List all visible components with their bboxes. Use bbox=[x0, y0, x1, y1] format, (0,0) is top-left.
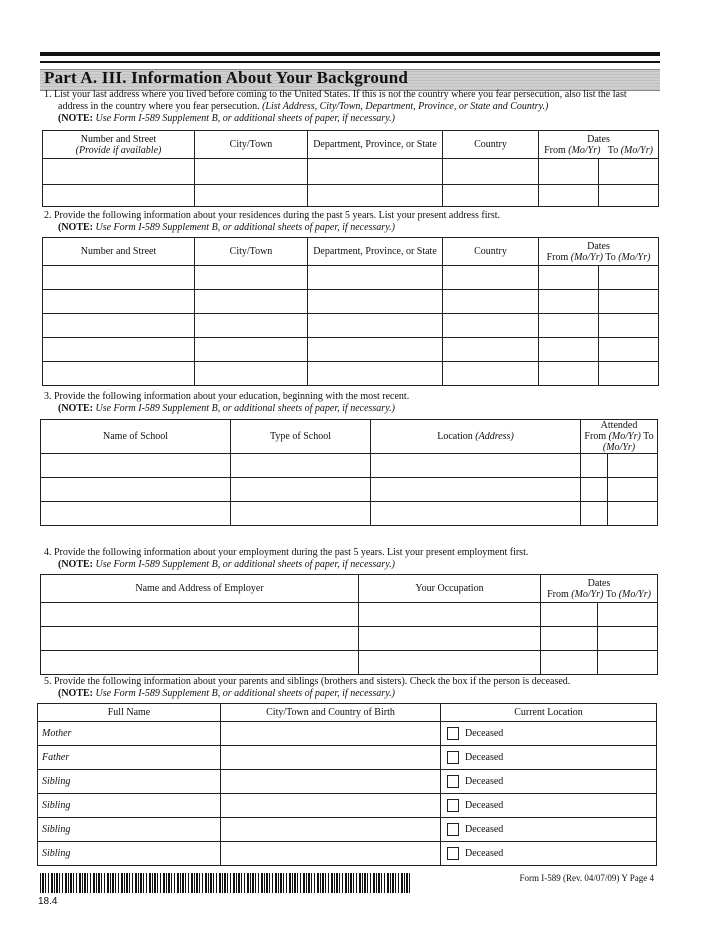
q5-row-label: Sibling bbox=[38, 770, 221, 794]
q3-cell[interactable] bbox=[41, 478, 231, 502]
q5-cell[interactable] bbox=[221, 818, 441, 842]
q2-cell[interactable] bbox=[443, 290, 539, 314]
q2-cell[interactable] bbox=[195, 314, 308, 338]
q2-cell[interactable] bbox=[195, 338, 308, 362]
q1-from: From bbox=[544, 144, 566, 156]
q5-cell[interactable] bbox=[221, 842, 441, 866]
top-rule-thick bbox=[40, 52, 660, 56]
q2-cell[interactable] bbox=[443, 314, 539, 338]
q2-cell[interactable] bbox=[443, 266, 539, 290]
q2-cell[interactable] bbox=[599, 338, 659, 362]
q4-cell[interactable] bbox=[359, 603, 541, 627]
q2-cell[interactable] bbox=[599, 266, 659, 290]
deceased-checkbox[interactable] bbox=[447, 727, 459, 740]
q1-col-dept: Department, Province, or State bbox=[308, 131, 443, 159]
q5-cell[interactable] bbox=[221, 746, 441, 770]
q2-cell[interactable] bbox=[43, 338, 195, 362]
q5-family-table bbox=[37, 703, 657, 866]
q5-col-name: Full Name bbox=[38, 704, 221, 722]
q4-col-dates bbox=[541, 575, 658, 603]
q2-cell[interactable] bbox=[539, 266, 599, 290]
q1-col-dates-label: Dates bbox=[587, 133, 610, 145]
q1-cell[interactable] bbox=[195, 159, 308, 185]
q4-from: From bbox=[547, 588, 569, 600]
q3-cell[interactable] bbox=[608, 478, 658, 502]
page-number: 18.4 bbox=[38, 896, 58, 907]
q5-location-cell[interactable] bbox=[441, 722, 657, 746]
q4-cell[interactable] bbox=[541, 603, 598, 627]
q1-instructions bbox=[44, 89, 664, 125]
q1-cell[interactable] bbox=[599, 159, 659, 185]
deceased-label: Deceased bbox=[465, 823, 504, 835]
q4-cell[interactable] bbox=[598, 651, 658, 675]
q2-cell[interactable] bbox=[443, 338, 539, 362]
q2-residence-table bbox=[42, 237, 659, 386]
q3-col-attended-sub bbox=[581, 431, 657, 453]
q5-line1: 5. Provide the following information about your parents and siblings (brothers and sisters). Check the box if the person is deceased. bbox=[44, 676, 571, 687]
q3-cell[interactable] bbox=[231, 478, 371, 502]
q1-note-text: Use Form I-589 Supplement B, or additional sheets of paper, if necessary.) bbox=[95, 113, 395, 124]
q2-col-dates bbox=[539, 238, 659, 266]
q2-instructions bbox=[44, 210, 664, 234]
q3-note-label: (NOTE: bbox=[58, 403, 93, 414]
q1-col-street-label: Number and Street bbox=[80, 133, 157, 145]
q5-col-location: Current Location bbox=[441, 704, 657, 722]
q3-from-unit: (Mo/Yr) bbox=[608, 431, 641, 442]
part-title: Part A. III. Information About Your Background bbox=[44, 68, 409, 87]
q3-instructions bbox=[44, 391, 664, 415]
q3-col-type: Type of School bbox=[231, 420, 371, 454]
q4-cell[interactable] bbox=[541, 651, 598, 675]
q2-cell[interactable] bbox=[43, 266, 195, 290]
q1-col-street bbox=[43, 131, 195, 159]
q5-note-text: Use Form I-589 Supplement B, or additional sheets of paper, if necessary.) bbox=[95, 688, 395, 699]
q5-cell[interactable] bbox=[221, 770, 441, 794]
q2-cell[interactable] bbox=[539, 362, 599, 386]
q1-note-label: (NOTE: bbox=[58, 113, 93, 124]
q5-cell[interactable] bbox=[221, 722, 441, 746]
q3-col-attended-label: Attended bbox=[600, 420, 638, 431]
q3-note-text: Use Form I-589 Supplement B, or additional sheets of paper, if necessary.) bbox=[95, 403, 395, 414]
q5-location-cell[interactable] bbox=[441, 842, 657, 866]
q4-note-text: Use Form I-589 Supplement B, or additional sheets of paper, if necessary.) bbox=[95, 559, 395, 570]
q2-cell[interactable] bbox=[539, 338, 599, 362]
q2-note-label: (NOTE: bbox=[58, 222, 93, 233]
q2-col-city: City/Town bbox=[195, 238, 308, 266]
q3-cell[interactable] bbox=[608, 502, 658, 526]
q4-cell[interactable] bbox=[41, 603, 359, 627]
q2-cell[interactable] bbox=[308, 290, 443, 314]
q1-cell[interactable] bbox=[43, 159, 195, 185]
deceased-checkbox[interactable] bbox=[447, 847, 459, 860]
q1-to-unit: (Mo/Yr) bbox=[620, 144, 653, 156]
q3-cell[interactable] bbox=[41, 454, 231, 478]
q1-cell[interactable] bbox=[443, 159, 539, 185]
q1-col-city: City/Town bbox=[195, 131, 308, 159]
q5-row-label: Sibling bbox=[38, 794, 221, 818]
q5-row-label: Sibling bbox=[38, 842, 221, 866]
q2-cell[interactable] bbox=[308, 266, 443, 290]
q3-col-location-unit: (Address) bbox=[475, 431, 514, 442]
q3-cell[interactable] bbox=[371, 502, 581, 526]
q5-location-cell[interactable] bbox=[441, 770, 657, 794]
q2-from-unit: (Mo/Yr) bbox=[570, 251, 603, 263]
q3-line1: 3. Provide the following information about your education, beginning with the most recent. bbox=[44, 391, 410, 402]
q1-col-dates-sub bbox=[539, 145, 658, 156]
q3-cell[interactable] bbox=[371, 454, 581, 478]
q2-cell[interactable] bbox=[43, 362, 195, 386]
q2-cell[interactable] bbox=[195, 362, 308, 386]
q4-instructions bbox=[44, 547, 664, 571]
q4-to-unit: (Mo/Yr) bbox=[618, 588, 651, 600]
q1-line2: address in the country where you fear persecution. bbox=[58, 101, 260, 112]
q5-note-label: (NOTE: bbox=[58, 688, 93, 699]
q5-row-label: Mother bbox=[38, 722, 221, 746]
q1-cell[interactable] bbox=[43, 185, 195, 207]
q3-from: From bbox=[584, 431, 607, 442]
deceased-label: Deceased bbox=[465, 751, 504, 763]
q1-cell[interactable] bbox=[308, 185, 443, 207]
q1-cell[interactable] bbox=[195, 185, 308, 207]
q3-to-unit: (Mo/Yr) bbox=[602, 442, 636, 453]
q1-cell[interactable] bbox=[539, 159, 599, 185]
deceased-label: Deceased bbox=[465, 799, 504, 811]
q2-cell[interactable] bbox=[599, 314, 659, 338]
q5-cell[interactable] bbox=[221, 794, 441, 818]
q3-col-location-label: Location bbox=[437, 431, 473, 442]
q3-col-location bbox=[371, 420, 581, 454]
q1-line1: 1. List your last address where you lived before coming to the United States. If this is not the country where you fear persecution, also list the last bbox=[44, 89, 627, 100]
q2-cell[interactable] bbox=[539, 290, 599, 314]
q4-col-dates-label: Dates bbox=[587, 577, 611, 589]
q5-row-label: Father bbox=[38, 746, 221, 770]
q3-col-school: Name of School bbox=[41, 420, 231, 454]
q1-address-table bbox=[42, 130, 659, 207]
q1-to: To bbox=[607, 144, 619, 156]
q1-cell[interactable] bbox=[308, 159, 443, 185]
q3-to: To bbox=[643, 431, 654, 442]
deceased-label: Deceased bbox=[465, 775, 504, 787]
q4-cell[interactable] bbox=[41, 651, 359, 675]
q2-cell[interactable] bbox=[195, 290, 308, 314]
q3-cell[interactable] bbox=[231, 502, 371, 526]
q4-cell[interactable] bbox=[598, 627, 658, 651]
q2-col-dates-label: Dates bbox=[587, 240, 610, 252]
q2-cell[interactable] bbox=[308, 362, 443, 386]
q5-location-cell[interactable] bbox=[441, 818, 657, 842]
q2-cell[interactable] bbox=[43, 314, 195, 338]
q3-cell[interactable] bbox=[371, 478, 581, 502]
q3-education-table bbox=[40, 419, 658, 526]
q2-col-dept: Department, Province, or State bbox=[308, 238, 443, 266]
form-footer: Form I-589 (Rev. 04/07/09) Y Page 4 bbox=[519, 873, 654, 883]
q1-col-dates bbox=[539, 131, 659, 159]
q4-employment-table bbox=[40, 574, 658, 675]
q1-col-country: Country bbox=[443, 131, 539, 159]
q2-cell[interactable] bbox=[539, 314, 599, 338]
q4-to: To bbox=[605, 588, 617, 600]
q2-cell[interactable] bbox=[308, 314, 443, 338]
deceased-label: Deceased bbox=[465, 847, 504, 859]
q1-cell[interactable] bbox=[443, 185, 539, 207]
q4-cell[interactable] bbox=[359, 627, 541, 651]
q2-line1: 2. Provide the following information about your residences during the past 5 years. List your present address first. bbox=[44, 210, 501, 221]
q2-to: To bbox=[605, 251, 616, 263]
deceased-checkbox[interactable] bbox=[447, 751, 459, 764]
q2-cell[interactable] bbox=[443, 362, 539, 386]
q3-cell[interactable] bbox=[608, 454, 658, 478]
q2-cell[interactable] bbox=[308, 338, 443, 362]
q4-note-label: (NOTE: bbox=[58, 559, 93, 570]
deceased-label: Deceased bbox=[465, 727, 504, 739]
q1-cell[interactable] bbox=[599, 185, 659, 207]
barcode-image bbox=[40, 873, 412, 893]
deceased-checkbox[interactable] bbox=[447, 823, 459, 836]
q4-col-occupation: Your Occupation bbox=[359, 575, 541, 603]
q4-col-dates-sub bbox=[541, 589, 657, 600]
q2-to-unit: (Mo/Yr) bbox=[618, 251, 651, 263]
q3-cell[interactable] bbox=[581, 478, 608, 502]
q3-col-attended bbox=[581, 420, 658, 454]
q1-from-unit: (Mo/Yr) bbox=[568, 144, 601, 156]
part-title-bar bbox=[40, 69, 660, 91]
q4-cell[interactable] bbox=[41, 627, 359, 651]
q4-cell[interactable] bbox=[598, 603, 658, 627]
q4-cell[interactable] bbox=[359, 651, 541, 675]
q2-cell[interactable] bbox=[195, 266, 308, 290]
q2-note-text: Use Form I-589 Supplement B, or additional sheets of paper, if necessary.) bbox=[95, 222, 395, 233]
q5-col-birth: City/Town and Country of Birth bbox=[221, 704, 441, 722]
deceased-checkbox[interactable] bbox=[447, 775, 459, 788]
q2-cell[interactable] bbox=[599, 362, 659, 386]
q1-col-street-sub: (Provide if available) bbox=[75, 144, 162, 156]
q5-row-label: Sibling bbox=[38, 818, 221, 842]
deceased-checkbox[interactable] bbox=[447, 799, 459, 812]
q1-line2-note: (List Address, City/Town, Department, Province, or State and Country.) bbox=[262, 101, 549, 112]
q3-cell[interactable] bbox=[231, 454, 371, 478]
q3-cell[interactable] bbox=[581, 502, 608, 526]
q4-col-employer: Name and Address of Employer bbox=[41, 575, 359, 603]
q3-cell[interactable] bbox=[41, 502, 231, 526]
q2-from: From bbox=[546, 251, 569, 263]
q2-col-street: Number and Street bbox=[43, 238, 195, 266]
q4-cell[interactable] bbox=[541, 627, 598, 651]
q1-cell[interactable] bbox=[539, 185, 599, 207]
q5-location-cell[interactable] bbox=[441, 746, 657, 770]
top-rule-thin bbox=[40, 61, 660, 63]
q2-cell[interactable] bbox=[599, 290, 659, 314]
q2-col-dates-sub bbox=[539, 252, 658, 263]
q5-instructions bbox=[44, 676, 664, 700]
q2-col-country: Country bbox=[443, 238, 539, 266]
q2-cell[interactable] bbox=[43, 290, 195, 314]
q3-cell[interactable] bbox=[581, 454, 608, 478]
q4-line1: 4. Provide the following information about your employment during the past 5 years. List your present employment first. bbox=[44, 547, 529, 558]
q5-location-cell[interactable] bbox=[441, 794, 657, 818]
q4-from-unit: (Mo/Yr) bbox=[571, 588, 604, 600]
